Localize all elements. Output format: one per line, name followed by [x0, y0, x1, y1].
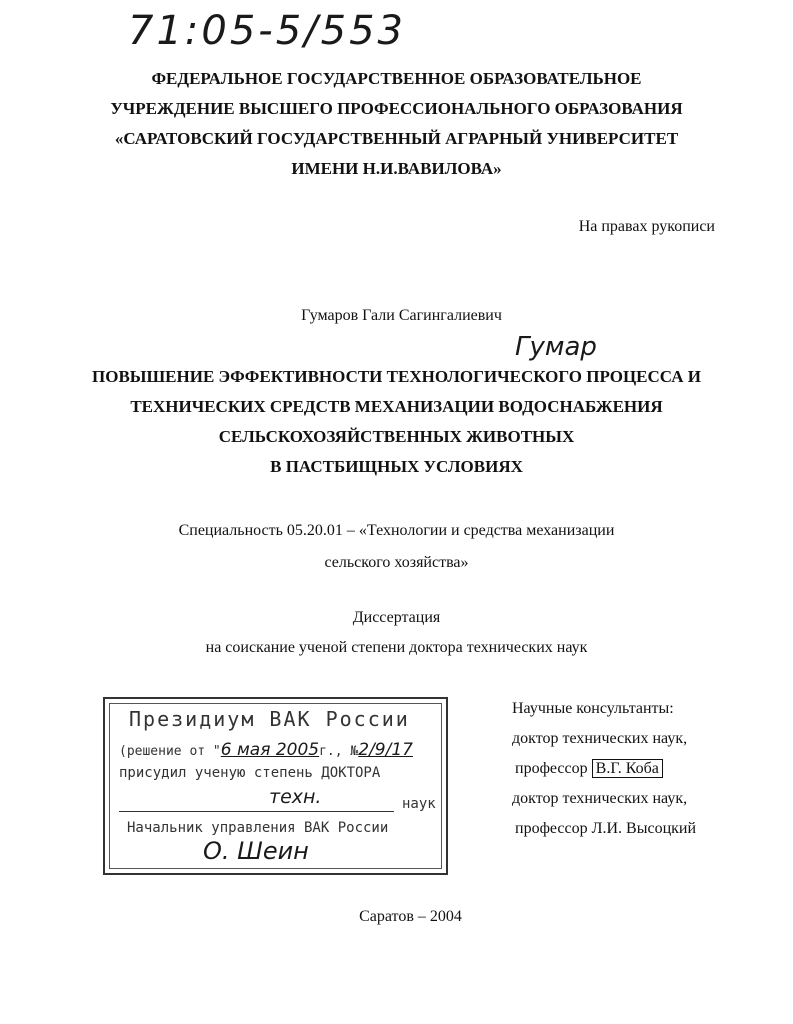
degree-type: Диссертация — [352, 609, 441, 626]
institution-line: УЧРЕЖДЕНИЕ ВЫСШЕГО ПРОФЕССИОНАЛЬНОГО ОБРАЗОВАНИЯ — [110, 99, 683, 118]
stamp-decision-date: 6 мая 2005 — [220, 740, 320, 760]
stamp-decision-prefix: (решение от " — [119, 744, 221, 759]
institution-line: ФЕДЕРАЛЬНОЕ ГОСУДАРСТВЕННОЕ ОБРАЗОВАТЕЛЬНОЕ — [151, 69, 642, 88]
title-line: СЕЛЬСКОХОЗЯЙСТВЕННЫХ ЖИВОТНЫХ — [218, 427, 575, 446]
city-year: Саратов – 2004 — [359, 908, 462, 925]
archive-code: 71:05-5/553 — [128, 8, 406, 54]
degree — [0, 603, 793, 663]
title-line: ПОВЫШЕНИЕ ЭФФЕКТИВНОСТИ ТЕХНОЛОГИЧЕСКОГО ПРОЦЕССА И — [92, 367, 701, 386]
degree-purpose: на соискание ученой степени доктора технических наук — [205, 639, 588, 656]
institution-line: «САРАТОВСКИЙ ГОСУДАРСТВЕННЫЙ АГРАРНЫЙ УНИВЕРСИТЕТ — [114, 129, 679, 148]
stamp-header: Президиум ВАК России — [129, 707, 410, 731]
stamp-decision-mid: г., № — [319, 744, 359, 759]
consultant-1-degree: доктор технических наук, — [512, 730, 688, 747]
stamp-chief: Начальник управления ВАК России — [127, 820, 389, 836]
author-signature: Гумар — [515, 332, 597, 362]
title-line: ТЕХНИЧЕСКИХ СРЕДСТВ МЕХАНИЗАЦИИ ВОДОСНАБЖЕНИЯ — [130, 397, 663, 416]
stamp-field-underline — [119, 811, 394, 812]
author-name: Гумаров Гали Сагингалиевич — [301, 307, 502, 324]
vak-stamp — [103, 697, 448, 875]
institution-line: ИМЕНИ Н.И.ВАВИЛОВА» — [291, 159, 502, 178]
dissertation-title — [0, 362, 793, 482]
consultant-1-title: профессор — [515, 760, 588, 777]
title-line: В ПАСТБИЩНЫХ УСЛОВИЯХ — [270, 457, 523, 476]
specialty-line: Специальность 05.20.01 – «Технологии и средства механизации — [178, 522, 615, 539]
institution-header — [0, 64, 793, 184]
consultant-2-degree: доктор технических наук, — [512, 790, 688, 807]
stamp-field-suffix: наук — [402, 796, 436, 812]
consultant-2: профессор Л.И. Высоцкий — [515, 820, 697, 837]
specialty-line: сельского хозяйства» — [324, 554, 469, 571]
stamp-field: техн. — [269, 786, 322, 808]
consultant-1-name: В.Г. Коба — [592, 759, 663, 778]
consultants-heading: Научные консультанты: — [512, 700, 674, 717]
specialty — [0, 515, 793, 579]
stamp-decision-line — [119, 740, 413, 760]
stamp-decision-number: 2/9/17 — [358, 740, 413, 760]
consultant-1 — [512, 754, 696, 784]
stamp-awarded: присудил ученую степень ДОКТОРА — [119, 765, 381, 781]
stamp-chief-signature: О. Шеин — [203, 837, 309, 865]
manuscript-note: На правах рукописи — [578, 218, 715, 235]
consultants — [512, 694, 696, 844]
